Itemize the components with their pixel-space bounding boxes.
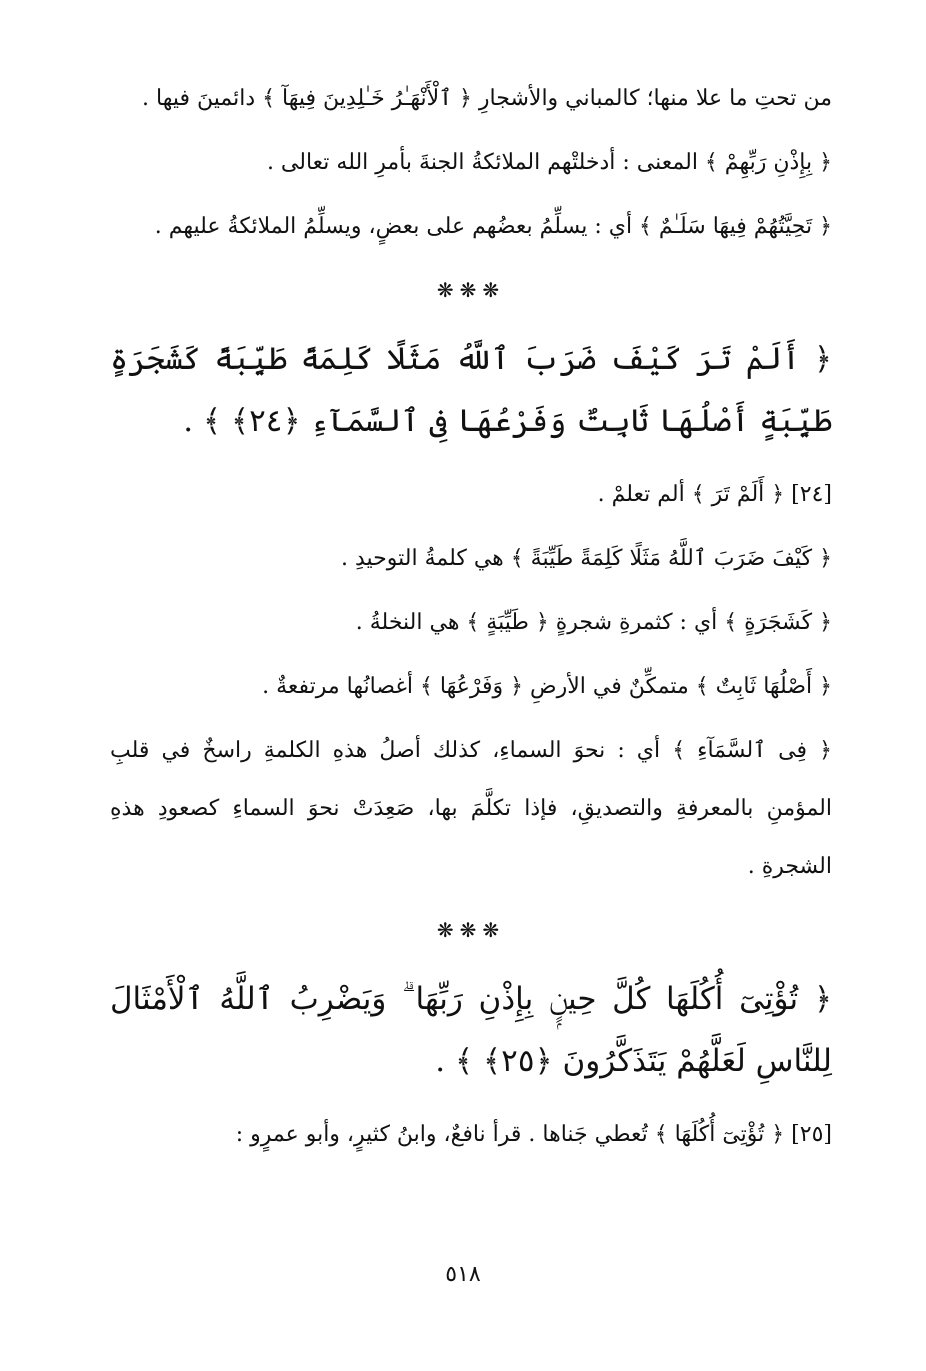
page-body [110, 70, 832, 1170]
commentary-24-line-2: ﴿ كَيْفَ ضَرَبَ ٱللَّهُ مَثَلًا كَلِمَةً طَيِّبَةً ﴾ هي كلمةُ التوحيدِ . [340, 546, 832, 571]
commentary-25-line-1: [٢٥] ﴿ تُؤْتِىٓ أُكُلَهَا ﴾ تُعطي جَناها . قرأ نافعٌ، وابنُ كثيرٍ، وأبو عمرٍو : [235, 1122, 832, 1147]
quran-verse-24: ﴿ أَلَمْ تَرَ كَيْفَ ضَرَبَ ٱللَّهُ مَثَلًا كَلِمَةً طَيِّبَةً كَشَجَرَةٍ طَيِّبَةٍ أَصْلُهَا ثَابِتٌ وَفَرْعُهَا فِى ٱلسَّمَآءِ ﴿٢٤﴾ ﴾ . [110, 341, 832, 439]
commentary-24-line-1: [٢٤] ﴿ أَلَمْ تَرَ ﴾ ألم تعلمْ . [597, 482, 832, 507]
commentary-24-line-4: ﴿ أَصْلُهَا ثَابِتٌ ﴾ متمكِّنٌ في الأرضِ ﴿ وَفَرْعُهَا ﴾ أغصانُها مرتفعةٌ . [262, 674, 832, 699]
commentary-24-line-3: ﴿ كَشَجَرَةٍ ﴾ أي : كثمرةِ شجرةٍ ﴿ طَيِّبَةٍ ﴾ هي النخلةُ . [355, 610, 832, 635]
quran-verse-25: ﴿ تُؤْتِىٓ أُكُلَهَا كُلَّ حِينٍۭ بِإِذْنِ رَبِّهَا ۗ وَيَضْرِبُ ٱللَّهُ ٱلْأَمْثَالَ لِلنَّاسِ لَعَلَّهُمْ يَتَذَكَّرُونَ ﴿٢٥﴾ ﴾ . [110, 981, 832, 1079]
paragraph-greeting: ﴿ تَحِيَّتُهُمْ فِيهَا سَلَـٰمٌ ﴾ أي : يسلِّمُ بعضُهم على بعضٍ، ويسلِّمُ الملائكةُ عليهم . [154, 214, 832, 239]
paragraph-rivers: من تحتِ ما علا منها؛ كالمباني والأشجارِ ﴿ ٱلْأَنْهَـٰرُ خَـٰلِدِينَ فِيهَآ ﴾ دائمينَ فيها . [142, 86, 832, 111]
paragraph-by-permission: ﴿ بِإِذْنِ رَبِّهِمْ ﴾ المعنى : أدخلتْهم الملائكةُ الجنةَ بأمرِ الله تعالى . [266, 150, 832, 175]
page-number: ٥١٨ [445, 1262, 481, 1287]
commentary-24-line-5: ﴿ فِى ٱلسَّمَآءِ ﴾ أي : نحوَ السماءِ، كذلك أصلُ هذهِ الكلمةِ راسخٌ في قلبِ المؤمنِ بالمعرفةِ والتصديقِ، فإذا تكلَّمَ بها، صَعِدَتْ نحوَ السماءِ كصعودِ هذهِ الشجرةِ . [110, 738, 832, 879]
section-separator: ❋❋❋ [436, 278, 506, 302]
section-separator: ❋❋❋ [436, 918, 506, 942]
